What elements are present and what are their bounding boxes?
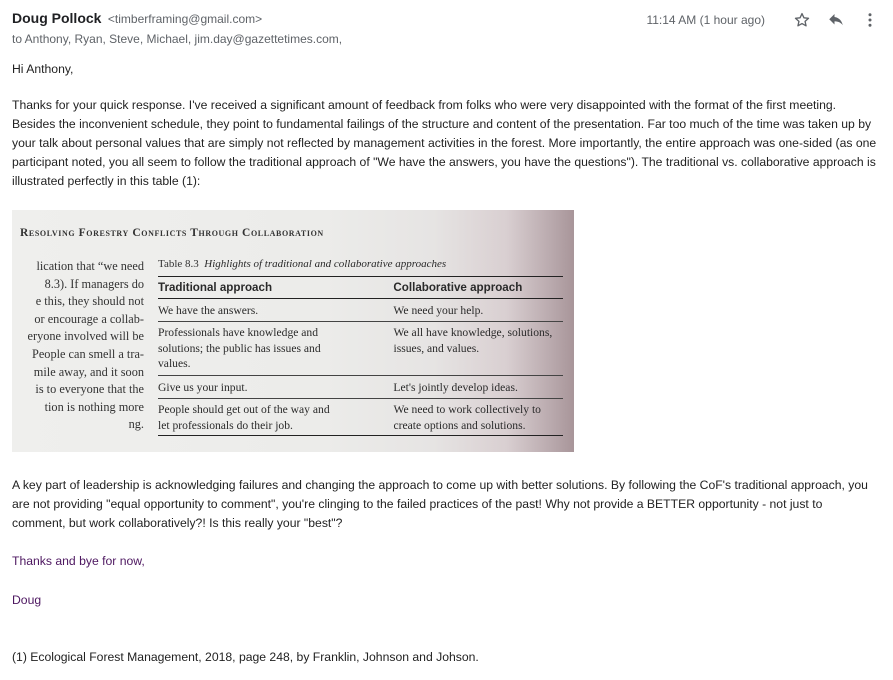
scan-left-line: ng.: [128, 417, 144, 432]
table-cell-collaborative: We all have knowledge, solutions, issues, and values.: [393, 326, 553, 355]
table-cell-collaborative: We need to work collectively to create options and solutions.: [393, 403, 541, 432]
table-cell-traditional: People should get out of the way and let professionals do their job.: [158, 403, 330, 432]
message-paragraph-2: A key part of leadership is acknowledging failures and changing the approach to come up with better solutions. By following the CoF's traditional approach, you are not providing "equal opportunity to comment", you're clinging to the failed practices of the past! Why not provide a BETTER opportunity - not just to comment, but work collaboratively?! Is this really your "best"?: [12, 478, 868, 530]
scan-left-column: [12, 258, 144, 434]
more-vert-icon[interactable]: [859, 10, 881, 30]
comparison-table: [158, 258, 563, 436]
table-cell-collaborative: Let's jointly develop ideas.: [393, 380, 518, 394]
message-actions: [646, 10, 881, 30]
table-row: [158, 399, 563, 436]
sender-email: <timberframing@gmail.com>: [107, 12, 263, 26]
table-row: [158, 322, 563, 376]
table-cell-traditional: We have the answers.: [158, 303, 259, 317]
table-caption-text: Highlights of traditional and collaborative approaches: [204, 258, 447, 270]
scan-left-line: is to everyone that the: [35, 382, 144, 397]
table-number: Table 8.3: [158, 258, 199, 270]
scan-left-line: e this, they should not: [35, 294, 144, 309]
table-cell-collaborative: We need your help.: [393, 303, 484, 317]
table-cell-traditional: Professionals have knowledge and solutions; the public has issues and values.: [158, 326, 321, 370]
email-header: [12, 10, 881, 52]
signoff: Thanks and bye for now,: [12, 554, 145, 568]
reply-icon[interactable]: [825, 10, 847, 30]
scan-left-line: lication that “we need: [36, 259, 144, 273]
scan-left-line: or encourage a collab-: [34, 311, 144, 326]
sender-name[interactable]: Doug Pollock: [12, 10, 102, 26]
scan-left-line: tion is nothing more: [44, 399, 144, 414]
recipients-line[interactable]: to Anthony, Ryan, Steve, Michael, jim.day@gazettetimes.com,: [12, 32, 343, 46]
table-cell-traditional: Give us your input.: [158, 380, 248, 394]
timestamp: 11:14 AM (1 hour ago): [646, 13, 765, 27]
message-paragraph-1: Thanks for your quick response. I've received a significant amount of feedback from folks who were very disappointed with the format of the first meeting. Besides the inconvenient schedule, they point to fundamental failings of the structure and content of the presentation. Far too much of the time was taken up by your talk about personal values that are simply not reflected by management activities in the forest. More importantly, the entire approach was one-sided (as one participant noted, you all seem to follow the traditional approach of "We have the answers, you have the questions"). The traditional vs. collaborative approach is illustrated perfectly in this table (1):: [12, 98, 877, 188]
scan-left-line: 8.3). If managers do: [44, 276, 144, 291]
table-row: [158, 376, 563, 400]
footnote: (1) Ecological Forest Management, 2018, page 248, by Franklin, Johnson and Johson.: [12, 650, 479, 664]
greeting: Hi Anthony,: [12, 62, 74, 76]
column-header: Traditional approach: [158, 281, 273, 294]
scan-left-line: People can smell a tra-: [32, 346, 144, 361]
table-caption: [158, 258, 563, 270]
scan-heading: Resolving Forestry Conflicts Through Collaboration: [20, 227, 324, 239]
star-icon[interactable]: [791, 10, 813, 30]
scanned-book-image: [12, 210, 574, 452]
scan-left-line: mile away, and it soon: [33, 364, 144, 379]
column-header: Collaborative approach: [393, 281, 523, 294]
scan-left-line: eryone involved will be: [27, 329, 144, 344]
signature: Doug: [12, 593, 42, 607]
table-row: [158, 299, 563, 323]
table-header-row: [158, 276, 563, 299]
